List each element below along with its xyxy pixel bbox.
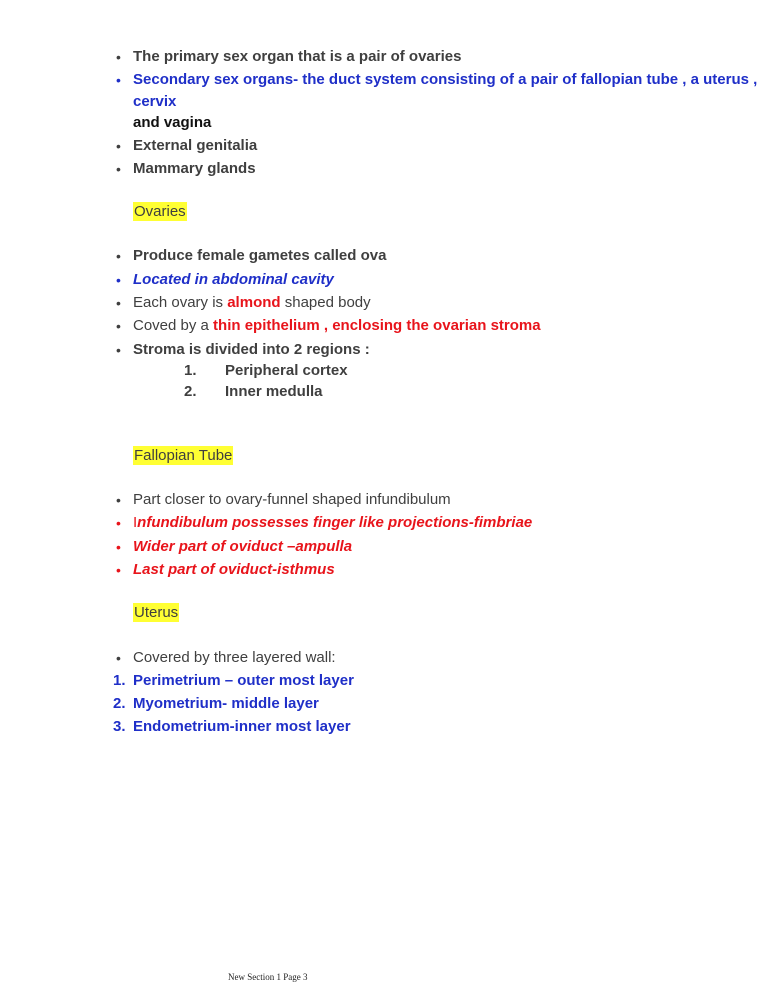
text-segment: nfundibulum possesses finger like projections-fimbriae xyxy=(137,514,533,531)
emphasis-text: almond xyxy=(227,294,281,311)
ovaries-item-4 xyxy=(133,316,541,336)
list-number: 1. xyxy=(184,362,197,379)
layer-item: Perimetrium – outer most layer xyxy=(133,672,354,689)
uterus-item-1: Covered by three layered wall: xyxy=(133,649,336,666)
fallopian-heading xyxy=(133,446,233,466)
text-segment: shaped body xyxy=(280,294,371,311)
region-item: Inner medulla xyxy=(225,383,323,400)
bullet-icon: • xyxy=(116,49,121,65)
uterus-heading xyxy=(133,603,179,623)
text-segment: Each ovary is xyxy=(133,294,228,311)
ovaries-heading xyxy=(133,202,187,222)
highlight: Fallopian Tube xyxy=(134,447,233,464)
intro-item-4: Mammary glands xyxy=(133,160,256,177)
bullet-icon: • xyxy=(116,515,121,531)
layer-item: Myometrium- middle layer xyxy=(133,695,319,712)
bullet-icon: • xyxy=(116,650,121,666)
layer-item: Endometrium-inner most layer xyxy=(133,718,351,735)
page-footer: New Section 1 Page 3 xyxy=(228,972,308,982)
bullet-icon: • xyxy=(116,138,121,154)
ovaries-item-3 xyxy=(133,293,371,313)
highlight: Ovaries xyxy=(134,203,186,220)
intro-item-3: External genitalia xyxy=(133,137,258,154)
intro-item-1: The primary sex organ that is a pair of ovaries xyxy=(133,48,462,65)
bullet-icon: • xyxy=(116,161,121,177)
fallopian-item-4: Last part of oviduct-isthmus xyxy=(133,561,335,578)
fallopian-item-2 xyxy=(133,513,532,533)
intro-item-2-continued: cervix xyxy=(133,93,177,110)
highlight: Uterus xyxy=(134,604,179,621)
bullet-icon: • xyxy=(116,248,121,264)
list-number: 1. xyxy=(113,672,126,689)
emphasis-text: thin epithelium , enclosing the ovarian stroma xyxy=(213,317,541,334)
bullet-icon: • xyxy=(116,272,121,288)
bullet-icon: • xyxy=(116,492,121,508)
list-number: 3. xyxy=(113,718,126,735)
text-segment: Coved by a xyxy=(133,317,214,334)
bullet-icon: • xyxy=(116,342,121,358)
fallopian-item-1: Part closer to ovary-funnel shaped infundibulum xyxy=(133,491,451,508)
region-item: Peripheral cortex xyxy=(225,362,348,379)
bullet-icon: • xyxy=(116,72,121,88)
intro-item-2-continued: and vagina xyxy=(133,114,212,131)
list-number: 2. xyxy=(113,695,126,712)
bullet-icon: • xyxy=(116,562,121,578)
ovaries-item-1: Produce female gametes called ova xyxy=(133,247,387,264)
bullet-icon: • xyxy=(116,539,121,555)
bullet-icon: • xyxy=(116,295,121,311)
fallopian-item-3: Wider part of oviduct –ampulla xyxy=(133,538,353,555)
ovaries-item-5: Stroma is divided into 2 regions : xyxy=(133,341,370,358)
bullet-icon: • xyxy=(116,318,121,334)
intro-item-2: Secondary sex organs- the duct system consisting of a pair of fallopian tube , a uterus , xyxy=(133,71,758,88)
ovaries-item-2: Located in abdominal cavity xyxy=(133,271,334,288)
text-segment: I xyxy=(133,514,138,531)
list-number: 2. xyxy=(184,383,197,400)
